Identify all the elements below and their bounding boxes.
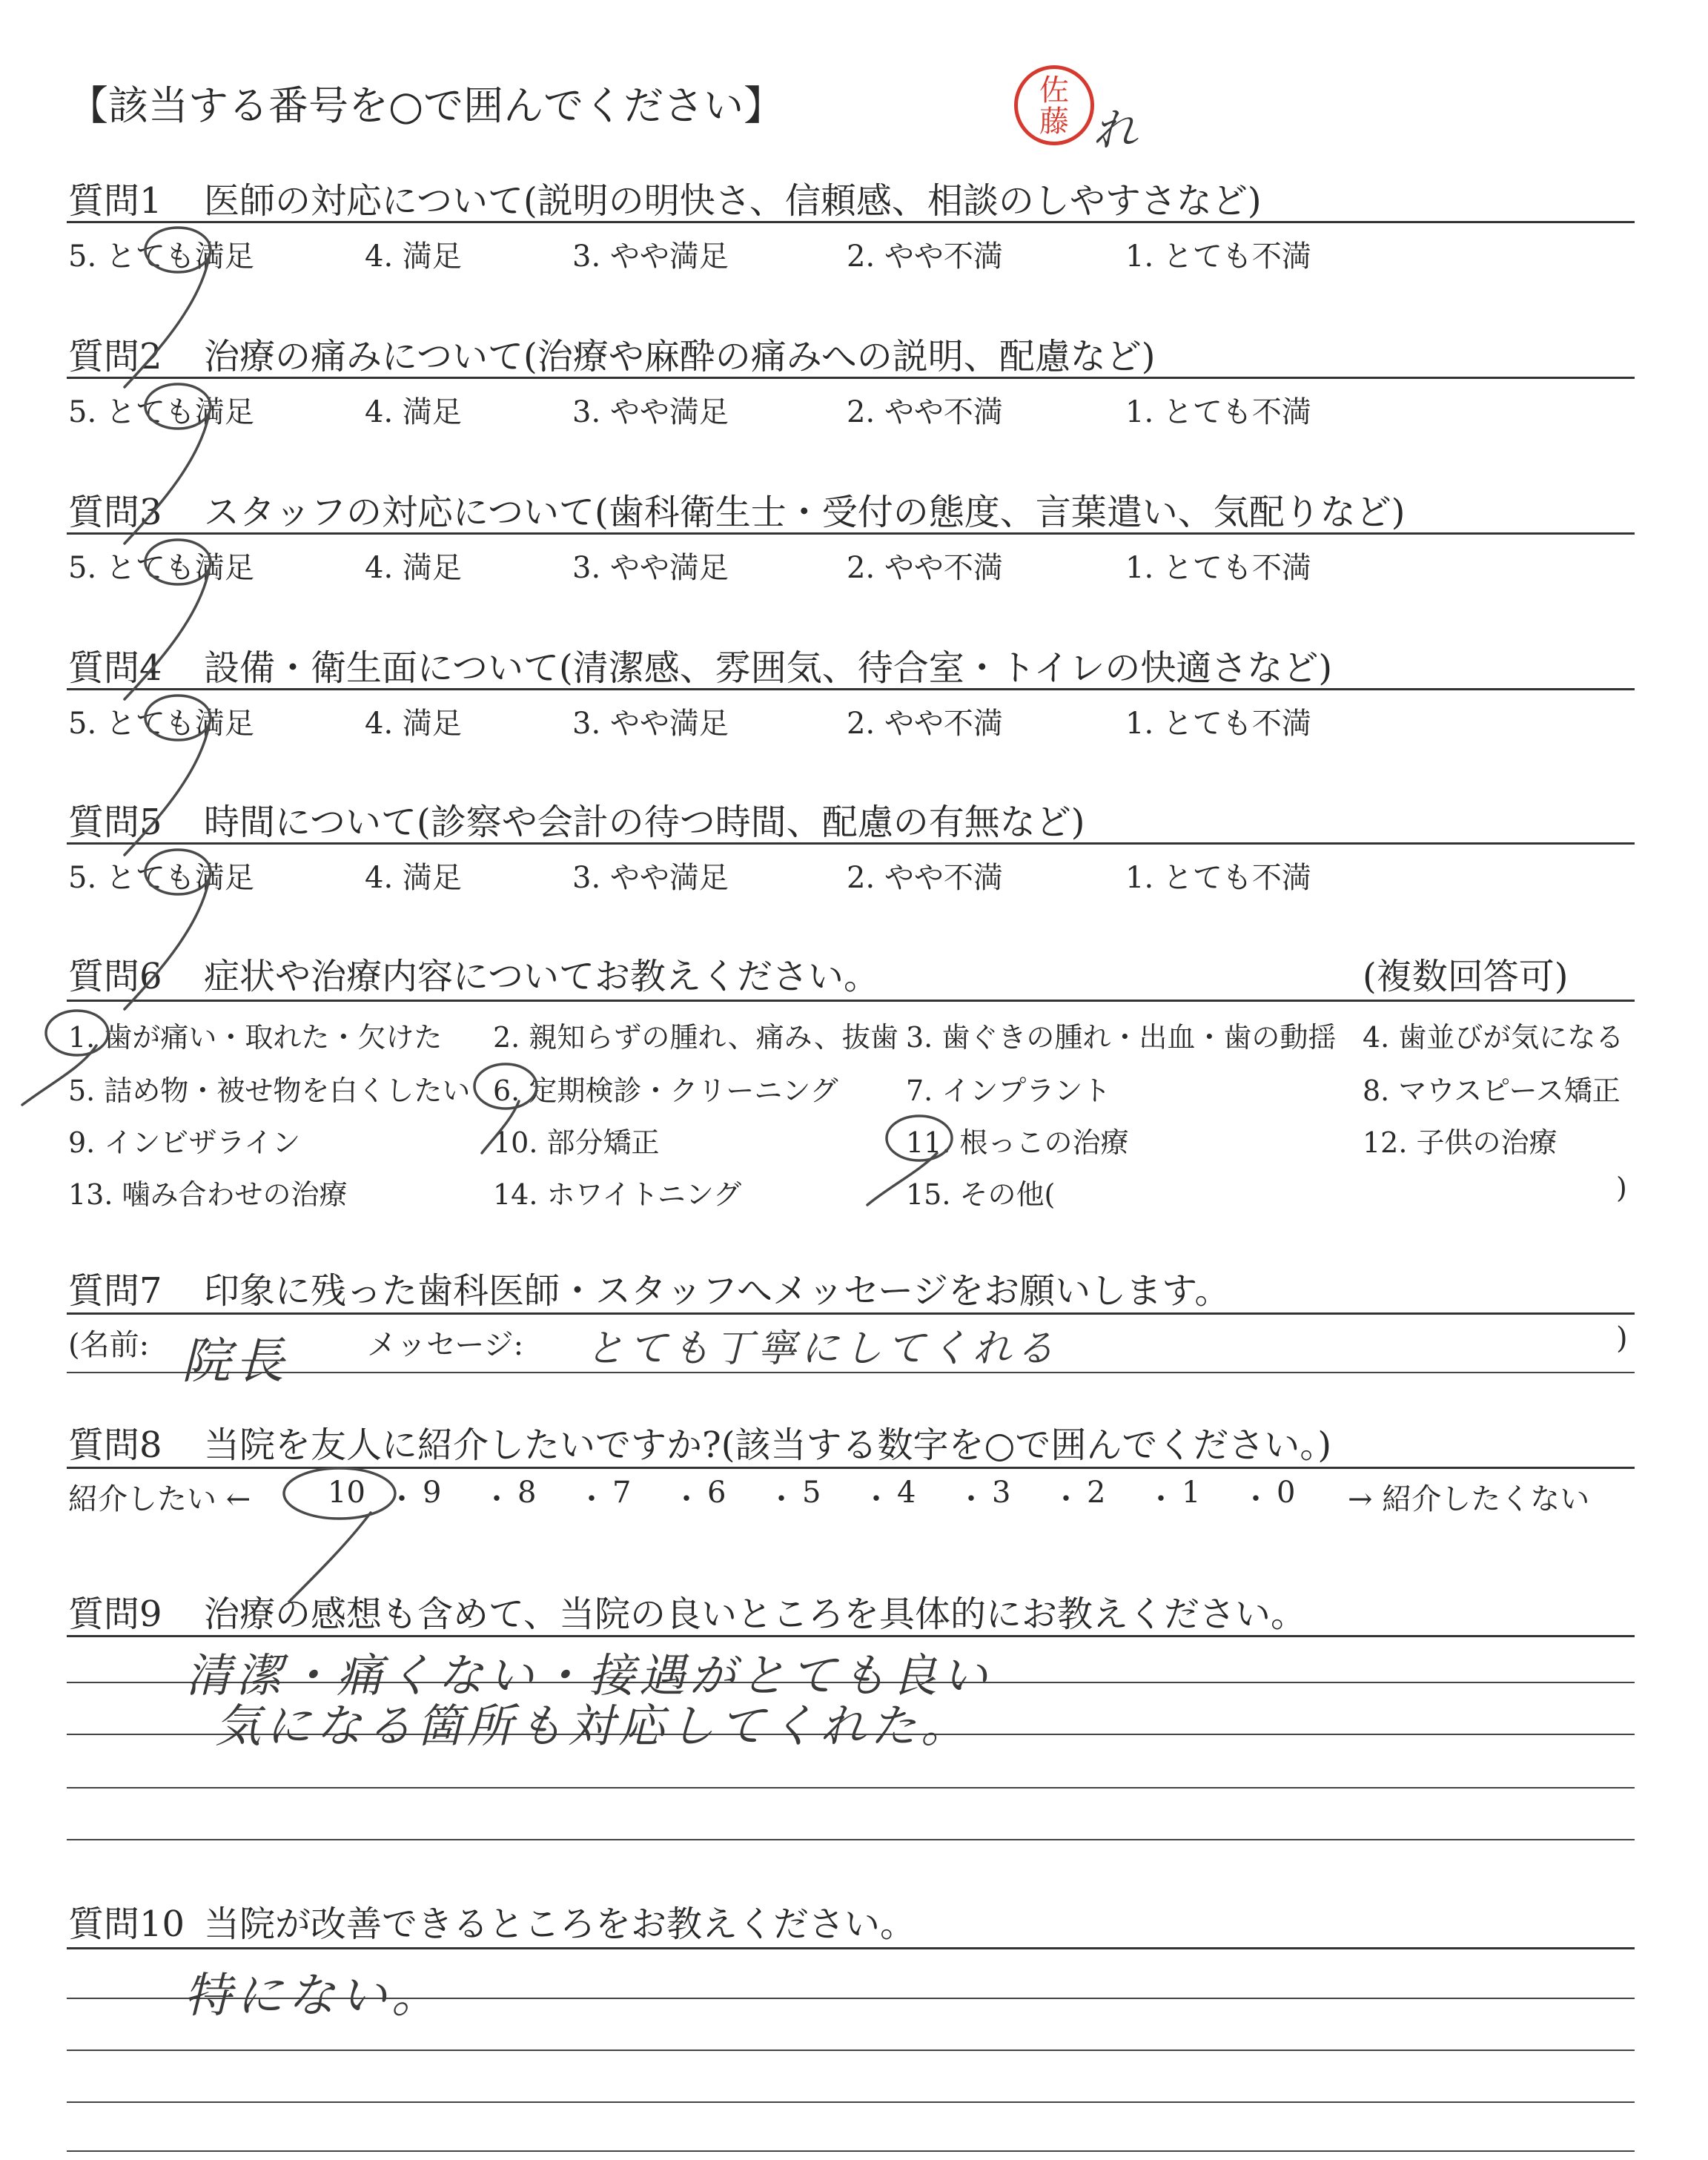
q3-answer-circle: [145, 540, 211, 584]
question-8-text: 当院を友人に紹介したいですか?(該当する数字を○で囲んでください。): [204, 1424, 1332, 1466]
q4-to-next-stroke: [125, 725, 209, 855]
question-8-label: 質問8: [68, 1424, 162, 1466]
question-7-text: 印象に残った歯科医師・スタッフへメッセージをお願いします。: [204, 1270, 1231, 1312]
message-close: ): [1616, 1321, 1628, 1355]
q10-answer-line-1[interactable]: 特にない。: [184, 1969, 443, 2024]
q9-answer-line-2[interactable]: 気になる箇所も対応してくれた。: [215, 1699, 972, 1753]
question-2-label: 質問2: [68, 336, 162, 377]
recommend-score-7[interactable]: 7: [612, 1476, 632, 1510]
question-9-text: 治療の感想も含めて、当院の良いところを具体的にお教えください。: [204, 1593, 1307, 1635]
question-6-note: (複数回答可): [1363, 956, 1569, 997]
q6-option-6-circle: [474, 1064, 537, 1109]
q6-option-4[interactable]: 4. 歯並びが気になる: [1363, 1021, 1624, 1054]
q6-other-close: ): [1616, 1172, 1627, 1204]
q8-stroke: [289, 1513, 371, 1602]
scale-dot: ・: [1051, 1482, 1081, 1516]
recommend-score-1[interactable]: 1: [1182, 1476, 1201, 1510]
q6-option-14[interactable]: 14. ホワイトニング: [493, 1178, 742, 1211]
recommend-right-label: → 紹介したくない: [1348, 1482, 1590, 1516]
signature: れ: [1093, 105, 1142, 156]
q3-to-next-stroke: [125, 569, 209, 699]
q9-answer-line-1[interactable]: 清潔・痛くない・接遇がとても良い: [185, 1648, 993, 1702]
q2-option-3[interactable]: 3. やや満足: [572, 395, 729, 429]
q6-option-1[interactable]: 1. 歯が痛い・取れた・欠けた: [68, 1021, 443, 1054]
recommend-score-2[interactable]: 2: [1087, 1476, 1106, 1510]
q6-option-2[interactable]: 2. 親知らずの腫れ、痛み、抜歯: [493, 1021, 898, 1054]
recommend-score-0[interactable]: 0: [1277, 1476, 1296, 1510]
scale-dot: ・: [482, 1482, 512, 1516]
question-4-text: 設備・衛生面について(清潔感、雰囲気、待合室・トイレの快適さなど): [204, 647, 1333, 689]
question-9-label: 質問9: [68, 1593, 162, 1635]
q3-option-2[interactable]: 2. やや不満: [847, 551, 1003, 585]
q2-option-2[interactable]: 2. やや不満: [847, 395, 1003, 429]
scale-dot: ・: [767, 1482, 796, 1516]
q6-option-12[interactable]: 12. 子供の治療: [1363, 1126, 1558, 1159]
q6-option-1-circle: [46, 1011, 108, 1055]
q5-option-1[interactable]: 1. とても不満: [1125, 861, 1311, 895]
q4-option-4[interactable]: 4. 満足: [365, 707, 462, 741]
question-10-label: 質問10: [68, 1903, 185, 1945]
name-label: (名前:: [68, 1328, 150, 1362]
message-label: メッセージ:: [367, 1328, 524, 1362]
q1-option-2[interactable]: 2. やや不満: [847, 240, 1003, 274]
q5-option-2[interactable]: 2. やや不満: [847, 861, 1003, 895]
q1-option-1[interactable]: 1. とても不満: [1125, 240, 1311, 274]
recommend-score-9[interactable]: 9: [423, 1476, 442, 1510]
q1-option-4[interactable]: 4. 満足: [365, 240, 462, 274]
q6-option-11[interactable]: 11. 根っこの治療: [906, 1126, 1129, 1159]
scale-dot: ・: [387, 1482, 417, 1516]
recommend-score-3[interactable]: 3: [992, 1476, 1011, 1510]
question-4-label: 質問4: [68, 647, 162, 689]
question-1-text: 医師の対応について(説明の明快さ、信頼感、相談のしやすさなど): [204, 180, 1262, 222]
question-3-label: 質問3: [68, 492, 162, 533]
q2-answer-circle: [145, 384, 211, 429]
form-instruction: 【該当する番号を○で囲んでください】: [68, 82, 784, 129]
q6-option-5[interactable]: 5. 詰め物・被せ物を白くしたい: [68, 1074, 471, 1107]
q2-option-5[interactable]: 5. とても満足: [68, 395, 254, 429]
q2-option-4[interactable]: 4. 満足: [365, 395, 462, 429]
scale-dot: ・: [1241, 1482, 1271, 1516]
q5-option-3[interactable]: 3. やや満足: [572, 861, 729, 895]
q1-answer-circle: [145, 228, 211, 272]
q3-option-3[interactable]: 3. やや満足: [572, 551, 729, 585]
q6-option-3[interactable]: 3. 歯ぐきの腫れ・出血・歯の動揺: [906, 1021, 1337, 1054]
question-1-label: 質問1: [68, 180, 162, 222]
seal-char-2: 藤: [1039, 105, 1069, 139]
q6-option-6[interactable]: 6. 定期検診・クリーニング: [493, 1074, 838, 1107]
q1-option-3[interactable]: 3. やや満足: [572, 240, 729, 274]
q6-option-13[interactable]: 13. 噛み合わせの治療: [68, 1178, 348, 1211]
question-3-text: スタッフの対応について(歯科衛生士・受付の態度、言葉遣い、気配りなど): [204, 492, 1406, 533]
recommend-left-label: 紹介したい ←: [68, 1482, 251, 1516]
q5-option-5[interactable]: 5. とても満足: [68, 861, 254, 895]
recommend-score-6[interactable]: 6: [707, 1476, 726, 1510]
q6-option-7[interactable]: 7. インプラント: [906, 1074, 1111, 1107]
question-5-text: 時間について(診察や会計の待つ時間、配慮の有無など): [204, 802, 1085, 843]
q4-option-3[interactable]: 3. やや満足: [572, 707, 729, 741]
question-7-label: 質問7: [68, 1270, 162, 1312]
scale-dot: ・: [956, 1482, 986, 1516]
q1-to-next-stroke: [125, 257, 209, 387]
q6-option-8[interactable]: 8. マウスピース矯正: [1363, 1074, 1621, 1107]
q4-option-2[interactable]: 2. やや不満: [847, 707, 1003, 741]
seal-char-1: 佐: [1039, 73, 1069, 108]
q2-option-1[interactable]: 1. とても不満: [1125, 395, 1311, 429]
name-value[interactable]: 院長: [182, 1332, 288, 1390]
q3-option-4[interactable]: 4. 満足: [365, 551, 462, 585]
q6-option-10[interactable]: 10. 部分矯正: [493, 1126, 660, 1159]
q5-answer-circle: [145, 850, 211, 894]
question-6-label: 質問6: [68, 956, 162, 997]
q4-answer-circle: [145, 696, 211, 740]
recommend-score-5[interactable]: 5: [802, 1476, 821, 1510]
question-10-text: 当院が改善できるところをお教えください。: [204, 1903, 916, 1945]
message-value[interactable]: とても丁寧にしてくれる: [586, 1327, 1059, 1371]
q4-option-1[interactable]: 1. とても不満: [1125, 707, 1311, 741]
scale-dot: ・: [672, 1482, 701, 1516]
q6-option-9[interactable]: 9. インビザライン: [68, 1126, 301, 1159]
q6-option-11-circle: [887, 1116, 952, 1160]
question-2-text: 治療の痛みについて(治療や麻酔の痛みへの説明、配慮など): [204, 336, 1156, 377]
q3-option-1[interactable]: 1. とても不満: [1125, 551, 1311, 585]
q3-option-5[interactable]: 5. とても満足: [68, 551, 254, 585]
q1-option-5[interactable]: 5. とても満足: [68, 240, 254, 274]
scale-dot: ・: [577, 1482, 606, 1516]
q5-to-next-stroke: [125, 879, 209, 1009]
q2-to-next-stroke: [125, 414, 209, 544]
recommend-score-8[interactable]: 8: [517, 1476, 537, 1510]
recommend-score-4[interactable]: 4: [897, 1476, 916, 1510]
recommend-10-circle: [284, 1468, 395, 1519]
scale-dot: ・: [1146, 1482, 1176, 1516]
q6-option-15[interactable]: 15. その他(: [906, 1178, 1056, 1211]
q5-option-4[interactable]: 4. 満足: [365, 861, 462, 895]
recommend-score-10[interactable]: 10: [328, 1476, 365, 1510]
question-5-label: 質問5: [68, 802, 162, 843]
question-6-text: 症状や治療内容についてお教えください。: [204, 956, 880, 997]
q4-option-5[interactable]: 5. とても満足: [68, 707, 254, 741]
scale-dot: ・: [861, 1482, 891, 1516]
